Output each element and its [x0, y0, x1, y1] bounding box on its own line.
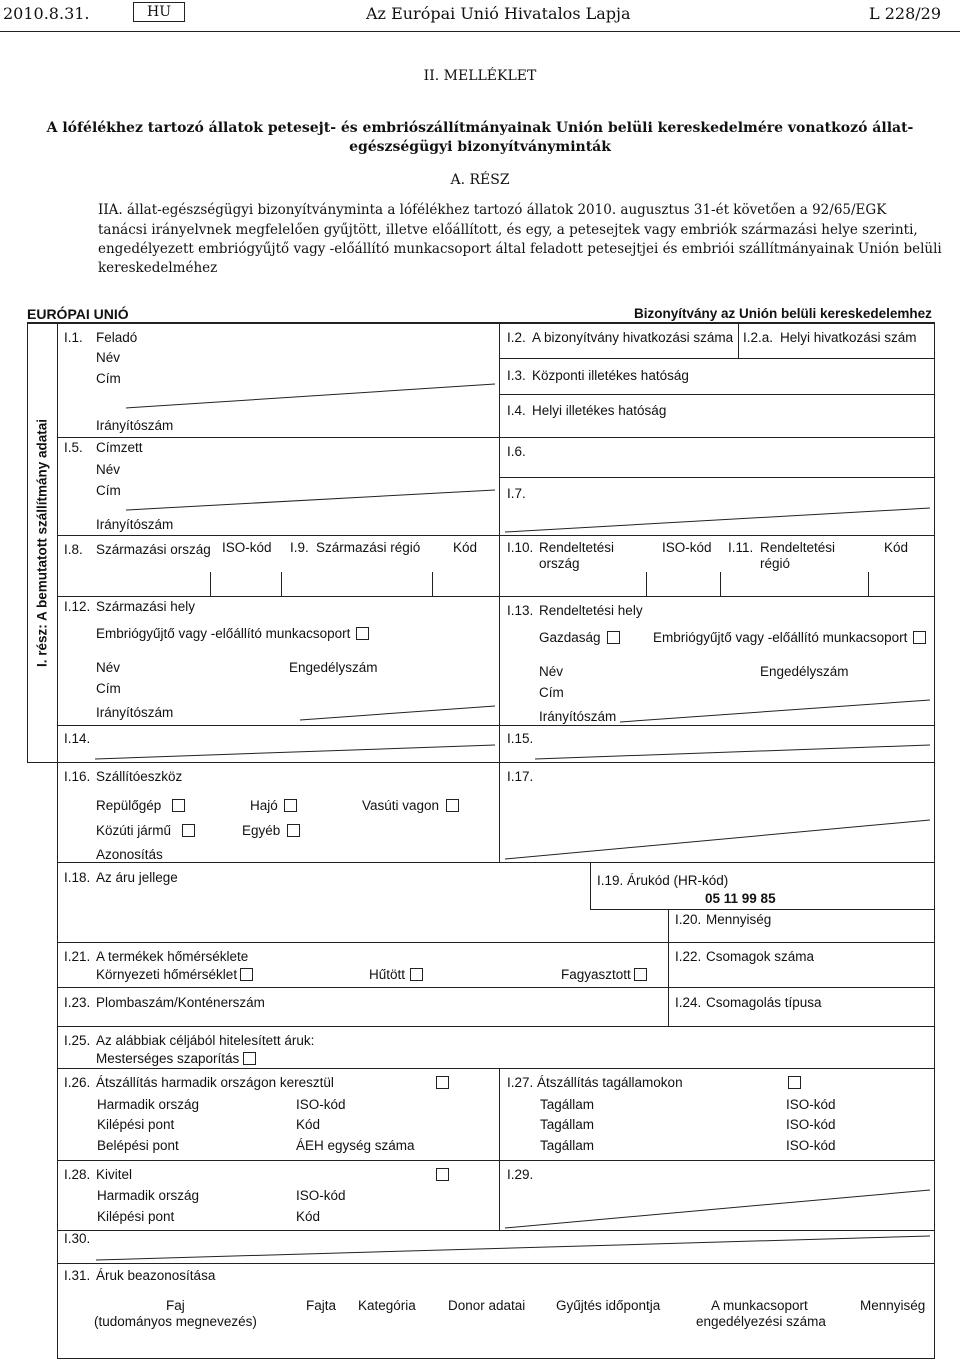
i16-egyeb-checkbox[interactable] — [287, 824, 300, 837]
intro-line-1: IIA. állat-egészségügyi bizonyítványminta a lófélékhez tartozó állatok 2010. augusztus 31-ét követően a 92/65/EGK — [98, 202, 887, 218]
i27-iso-3: ISO-kód — [786, 1138, 836, 1153]
field-i3-number: I.3. — [507, 368, 526, 383]
i25-mesterseges-checkbox[interactable] — [243, 1052, 256, 1065]
i16-hajo-checkbox[interactable] — [284, 799, 297, 812]
i5-iranyitoszam: Irányítószám — [96, 517, 174, 532]
form-bottom-border — [57, 1358, 935, 1359]
i3-bottom — [499, 394, 934, 395]
field-i24-label: Csomagolás típusa — [706, 995, 822, 1010]
i8-tick-1 — [210, 572, 211, 596]
i1-iranyitoszam: Irányítószám — [96, 418, 174, 433]
column-divider-3 — [499, 1068, 500, 1231]
i24-left — [668, 987, 669, 1027]
form-right-border — [934, 322, 935, 1359]
field-i27-number: I.27. — [507, 1075, 534, 1090]
annex-heading-1: A lófélékhez tartozó állatok petesejt- és embriószállítmányainak Unión belüli kereskedelmére vonatkozó állat- — [46, 120, 914, 136]
i27-tagallam-2: Tagállam — [540, 1117, 595, 1132]
i13-team — [653, 630, 926, 646]
column-divider-2 — [499, 762, 500, 862]
field-i8-label: Származási ország — [96, 542, 211, 557]
i26-iso: ISO-kód — [296, 1097, 346, 1112]
field-i28-label: Kivitel — [96, 1167, 133, 1182]
field-i12-number: I.12. — [64, 599, 91, 614]
i10-tick-3 — [868, 572, 869, 596]
i26-harmadik: Harmadik ország — [97, 1097, 200, 1112]
i28-bottom — [57, 1230, 934, 1231]
i27-iso-2: ISO-kód — [786, 1117, 836, 1132]
field-i26-number: I.26. — [64, 1075, 91, 1090]
col-munka-1: A munkacsoport — [711, 1298, 808, 1313]
field-i2a-label: Helyi hivatkozási szám — [780, 330, 917, 345]
page-number: L 228/29 — [869, 4, 941, 23]
part-title: A. RÉSZ — [450, 172, 510, 188]
i16-repulogep-label: Repülőgép — [96, 798, 162, 813]
field-i10-label-2: ország — [539, 556, 580, 571]
journal-title: Az Európai Unió Hivatalos Lapja — [366, 4, 631, 23]
i12-team — [96, 626, 369, 642]
strike-i15 — [535, 745, 930, 759]
i13-cim: Cím — [539, 685, 564, 700]
field-i14-number: I.14. — [64, 731, 91, 746]
field-i1-label: Feladó — [96, 330, 138, 345]
i19-left — [590, 862, 591, 910]
field-i23-number: I.23. — [64, 995, 91, 1010]
i16-hajo: Hajó — [250, 798, 278, 813]
i23-bottom — [57, 1026, 934, 1027]
field-i17-number: I.17. — [507, 769, 534, 784]
i12-bottom — [57, 725, 499, 726]
i12-engedelyszam: Engedélyszám — [289, 660, 378, 675]
field-i19-number: I.19. — [597, 873, 624, 888]
i16-egyeb: Egyéb — [242, 823, 281, 838]
field-i2-label: A bizonyítvány hivatkozási száma — [532, 330, 734, 345]
field-i9-label: Származási régió — [316, 540, 421, 555]
i14-bottom — [57, 762, 934, 763]
field-i20-label: Mennyiség — [706, 912, 772, 927]
form-inner-left — [57, 322, 58, 1359]
field-i10-label-1: Rendeltetési — [539, 540, 615, 555]
i27-tagallam-3: Tagállam — [540, 1138, 595, 1153]
i13-iranyitoszam: Irányítószám — [539, 709, 617, 724]
field-i15-number: I.15. — [507, 731, 534, 746]
i27-checkbox[interactable] — [788, 1076, 801, 1089]
i12-nev: Név — [96, 660, 121, 675]
field-i18-label: Az áru jellege — [96, 870, 178, 885]
i26-bottom — [57, 1160, 934, 1161]
field-i11-number: I.11. — [728, 540, 754, 555]
annex-heading-2: egészségügyi bizonyítványminták — [349, 139, 611, 155]
strike-i30 — [96, 1236, 930, 1260]
i2-bottom — [499, 358, 934, 359]
form-left-border — [27, 322, 28, 762]
i12-cim: Cím — [96, 681, 121, 696]
i13-nev: Név — [539, 664, 564, 679]
field-i25-label: Az alábbiak céljából hitelesített áruk: — [96, 1033, 315, 1048]
i11-kod: Kód — [884, 540, 909, 555]
intro-line-3: engedélyezett embriógyűjtő vagy -előállító munkacsoport által feladott petesejtjei és embriói szállítmányainak Unión belüli — [98, 241, 942, 257]
i21-bottom — [57, 987, 934, 988]
i8-iso: ISO-kód — [222, 540, 272, 555]
i12-team-checkbox[interactable] — [356, 627, 369, 640]
field-i25-number: I.25. — [64, 1033, 91, 1048]
i27-iso-1: ISO-kód — [786, 1097, 836, 1112]
i26-kod: Kód — [296, 1117, 321, 1132]
field-i24-number: I.24. — [675, 995, 702, 1010]
i8-bottom — [57, 596, 499, 597]
field-i2-number: I.2. — [507, 330, 526, 345]
cert-title: Bizonyítvány az Unión belüli kereskedelemhez — [634, 306, 932, 321]
field-i7-number: I.7. — [507, 486, 526, 501]
field-i29-number: I.29. — [507, 1167, 534, 1182]
col-donor: Donor adatai — [448, 1298, 526, 1313]
i27-tagallam-1: Tagállam — [540, 1097, 595, 1112]
i6-bottom — [499, 477, 934, 478]
i5-bottom — [57, 535, 499, 536]
i28-kilepesi: Kilépési pont — [97, 1209, 175, 1224]
field-i31-label: Áruk beazonosítása — [96, 1268, 216, 1283]
i10-bottom — [499, 596, 934, 597]
field-i5-label: Címzett — [96, 440, 143, 455]
i28-iso: ISO-kód — [296, 1188, 346, 1203]
i22-left — [668, 942, 669, 987]
i26-kilepesi: Kilépési pont — [97, 1117, 175, 1132]
col-munka-2: engedélyezési száma — [696, 1314, 826, 1329]
i28-kod: Kód — [296, 1209, 321, 1224]
i13-gazdasag-label: Gazdaság — [539, 630, 601, 645]
field-i13-label: Rendeltetési hely — [539, 603, 643, 618]
i8-tick-3 — [432, 572, 433, 596]
i30-bottom — [57, 1263, 934, 1264]
strike-i17 — [505, 820, 930, 859]
i8-tick-2 — [281, 572, 282, 596]
i16-bottom — [57, 862, 934, 863]
i28-harmadik: Harmadik ország — [97, 1188, 200, 1203]
i16-repulogep — [96, 798, 161, 814]
eu-label: EURÓPAI UNIÓ — [27, 306, 129, 322]
side-bottom — [27, 762, 57, 763]
field-i27-label: Átszállítás tagállamokon — [537, 1075, 683, 1090]
field-i22-number: I.22. — [675, 949, 702, 964]
col-faj-1: Faj — [166, 1298, 185, 1313]
field-i9-number: I.9. — [290, 540, 309, 555]
i16-kozuti: Közúti jármű — [96, 823, 172, 838]
column-divider — [499, 322, 500, 764]
i13-bottom — [499, 725, 934, 726]
field-i10-number: I.10. — [507, 540, 534, 555]
field-i26-label: Átszállítás harmadik országon keresztül — [96, 1075, 334, 1090]
field-i19-label: Árukód (HR-kód) — [627, 873, 729, 888]
strike-i5 — [126, 490, 495, 510]
i12-team-label: Embriógyűjtő vagy -előállító munkacsoport — [96, 626, 351, 641]
i13-team-label: Embriógyűjtő vagy -előállító munkacsoport — [653, 630, 908, 645]
field-i11-label-2: régió — [760, 556, 791, 571]
intro-line-4: kereskedelméhez — [98, 260, 218, 276]
i10-tick-1 — [646, 572, 647, 596]
i25-mesterseges: Mesterséges szaporítás — [96, 1051, 240, 1066]
strike-i28 — [505, 1190, 930, 1228]
strike-i13 — [620, 700, 930, 722]
field-i1-number: I.1. — [64, 330, 83, 345]
i7-bottom — [499, 535, 934, 536]
i13-engedelyszam: Engedélyszám — [760, 664, 849, 679]
i10-iso: ISO-kód — [662, 540, 712, 555]
col-mennyiseg: Mennyiség — [860, 1298, 926, 1313]
i16-azonositas: Azonosítás — [96, 847, 163, 862]
i1-cim: Cím — [96, 371, 121, 386]
field-i6-number: I.6. — [507, 444, 526, 459]
i21-fagyasztott: Fagyasztott — [561, 967, 631, 982]
field-i28-number: I.28. — [64, 1167, 91, 1182]
field-i3-label: Központi illetékes hatóság — [532, 368, 689, 383]
i16-vasuti: Vasúti vagon — [362, 798, 440, 813]
i1-bottom — [57, 437, 499, 438]
field-i8-number: I.8. — [64, 542, 83, 557]
language-badge: HU — [133, 2, 185, 22]
i5-nev: Név — [96, 462, 121, 477]
i5-cim: Cím — [96, 483, 121, 498]
i13-gazdasag — [539, 630, 620, 646]
field-i23-label: Plombaszám/Konténerszám — [96, 995, 265, 1010]
field-i20-number: I.20. — [675, 912, 702, 927]
field-i16-label: Szállítóeszköz — [96, 769, 183, 784]
field-i13-number: I.13. — [507, 603, 534, 618]
i16-kozuti-checkbox[interactable] — [182, 824, 195, 837]
i2-divider — [738, 322, 739, 358]
i21-kornyezeti-checkbox[interactable] — [240, 968, 253, 981]
i13-team-checkbox[interactable] — [913, 631, 926, 644]
i9-kod: Kód — [453, 540, 478, 555]
field-i31-number: I.31. — [64, 1268, 91, 1283]
strike-i1 — [126, 384, 495, 408]
side-label: I. rész: A bemutatott szállítmány adatai — [34, 418, 50, 668]
form-top-border — [27, 322, 935, 324]
field-i11-label-1: Rendeltetési — [760, 540, 836, 555]
i21-kornyezeti: Környezeti hőmérséklet — [96, 967, 238, 982]
i21-hutott-checkbox[interactable] — [410, 968, 423, 981]
col-gyujtes: Gyűjtés időpontja — [556, 1298, 661, 1313]
field-i4-number: I.4. — [507, 403, 526, 418]
field-i5-number: I.5. — [64, 440, 83, 455]
i10-tick-2 — [720, 572, 721, 596]
field-i18-number: I.18. — [64, 870, 91, 885]
header-rule — [0, 31, 960, 32]
i12-iranyitoszam: Irányítószám — [96, 705, 174, 720]
i26-belepesi: Belépési pont — [97, 1138, 179, 1153]
i26-checkbox[interactable] — [436, 1076, 449, 1089]
i26-aeh: ÁEH egység száma — [296, 1138, 415, 1153]
field-i19-value: 05 11 99 85 — [705, 891, 776, 906]
field-i16-number: I.16. — [64, 769, 91, 784]
field-i22-label: Csomagok száma — [706, 949, 815, 964]
i1-nev: Név — [96, 350, 121, 365]
col-kategoria: Kategória — [358, 1298, 416, 1313]
i16-vasuti-checkbox[interactable] — [446, 799, 459, 812]
i19-bottom — [590, 909, 934, 910]
field-i4-label: Helyi illetékes hatóság — [532, 403, 667, 418]
header-date: 2010.8.31. — [3, 4, 90, 23]
intro-line-2: tanácsi irányelvnek megfelelően gyűjtött, illetve előállított, és egy, a petesejtek vagy embriók származási helye szerinti, — [98, 222, 918, 238]
strike-i12 — [300, 706, 495, 720]
i28-checkbox[interactable] — [436, 1168, 449, 1181]
col-fajta: Fajta — [306, 1298, 337, 1313]
i25-bottom — [57, 1068, 934, 1069]
field-i30-number: I.30. — [64, 1231, 91, 1246]
col-faj-2: (tudományos megnevezés) — [94, 1314, 257, 1329]
i16-repulogep-checkbox[interactable] — [172, 799, 185, 812]
i4-bottom — [499, 437, 934, 438]
field-i21-number: I.21. — [64, 949, 91, 964]
strike-i7 — [505, 508, 930, 532]
annex-title: II. MELLÉKLET — [423, 68, 537, 84]
i13-gazdasag-checkbox[interactable] — [607, 631, 620, 644]
field-i2a-number: I.2.a. — [743, 330, 774, 345]
strike-i14 — [95, 745, 495, 759]
field-i21-label: A termékek hőmérséklete — [96, 949, 249, 964]
i18-bottom — [57, 942, 934, 943]
i21-fagyasztott-checkbox[interactable] — [634, 968, 647, 981]
field-i12-label: Származási hely — [96, 599, 196, 614]
i20-left — [668, 909, 669, 943]
i21-hutott: Hűtött — [369, 967, 406, 982]
